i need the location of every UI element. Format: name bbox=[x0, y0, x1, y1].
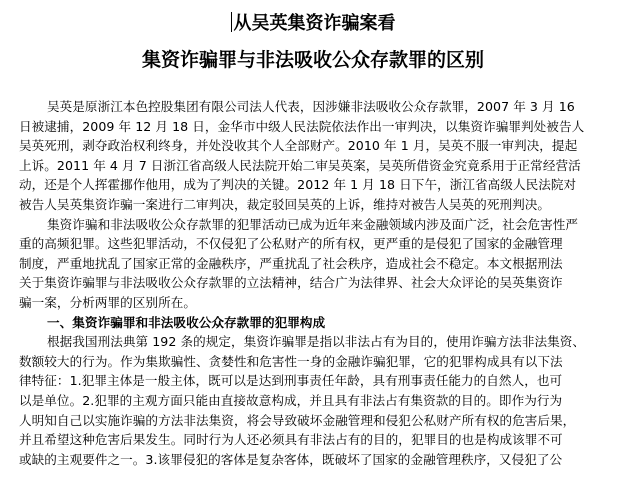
paragraph-line: 日被逮捕，2009 年 12 月 18 日，金华市中级人民法院依法作出一审判决，以集资诈骗罪判处被告人 bbox=[19, 118, 585, 134]
paragraph-line: 集资诈骗和非法吸收公众存款罪的犯罪活动已成为近年来金融领域内涉及面广泛，社会危害性严 bbox=[47, 216, 579, 232]
paragraph-line: 骗一案，分析两罪的区别所在。 bbox=[19, 294, 197, 310]
paragraph-line: 律特征：1.犯罪主体是一般主体，既可以是达到刑事责任年龄，具有刑事责任能力的自然人，也可 bbox=[19, 373, 563, 389]
paragraph-line: 动，还是个人挥霍挪作他用，成为了判决的关键。2012 年 1 月 18 日下午，浙江省高级人民法院对 bbox=[19, 177, 577, 193]
paragraph-line: 吴英死刑，剥夺政治权利终身，并处没收其个人全部财产。2010 年 1 月，吴英不服一审判决，提起 bbox=[19, 138, 578, 154]
paragraph-line: 关于集资诈骗罪与非法吸收公众存款罪的立法精神，结合广为法律界、社会大众评论的吴英集资诈 bbox=[19, 275, 563, 291]
paragraph-line: 重的高频犯罪。这些犯罪活动，不仅侵犯了公私财产的所有权，更严重的是侵犯了国家的金融管理 bbox=[19, 236, 563, 252]
paragraph-line: 以是单位。2.犯罪的主观方面只能由直接故意构成，并且具有非法占有集资款的目的。即作为行为 bbox=[19, 392, 563, 408]
paragraph-line: 或缺的主观要件之一。3.该罪侵犯的客体是复杂客体，既破坏了国家的金融管理秩序，又侵犯了公 bbox=[19, 451, 563, 467]
document-body bbox=[19, 97, 619, 469]
paragraph-line: 并且希望这种危害后果发生。同时行为人还必须具有非法占有的目的，犯罪目的也是构成该罪不可 bbox=[19, 432, 563, 448]
paragraph-line: 被告人吴英集资诈骗一案进行二审判决，裁定驳回吴英的上诉，维持对被告人吴英的死刑判决。 bbox=[19, 196, 551, 212]
paragraph-line: 人明知自己以实施诈骗的方法非法集资，将会导致破坏金融管理和侵犯公私财产所有权的危害后果， bbox=[19, 412, 576, 428]
text-cursor bbox=[231, 12, 232, 32]
paragraph-line: 吴英是原浙江本色控股集团有限公司法人代表，因涉嫌非法吸收公众存款罪，2007 年 3 月 16 bbox=[47, 99, 575, 114]
document-title-text: 从吴英集资诈骗案看 bbox=[233, 13, 396, 34]
paragraph-line: 制度，严重地扰乱了国家正常的金融秩序，严重扰乱了社会秩序，造成社会不稳定。本文根据刑法 bbox=[19, 255, 563, 271]
paragraph-line: 数额较大的行为。作为集欺骗性、贪婪性和危害性一身的金融诈骗犯罪，它的犯罪构成具有以下法 bbox=[19, 353, 563, 369]
document-title bbox=[0, 12, 626, 35]
document-subtitle: 集资诈骗罪与非法吸收公众存款罪的区别 bbox=[141, 49, 484, 71]
paragraph-line: 根据我国刑法典第 192 条的规定，集资诈骗罪是指以非法占有为目的，使用诈骗方法非法集资、 bbox=[47, 334, 586, 350]
paragraph-line: 上诉。2011 年 4 月 7 日浙江省高级人民法院开始二审吴英案，吴英所借资金究竟系用于正常经营活 bbox=[19, 157, 581, 173]
section-heading: 一、集资诈骗罪和非法吸收公众存款罪的犯罪构成 bbox=[47, 314, 326, 330]
